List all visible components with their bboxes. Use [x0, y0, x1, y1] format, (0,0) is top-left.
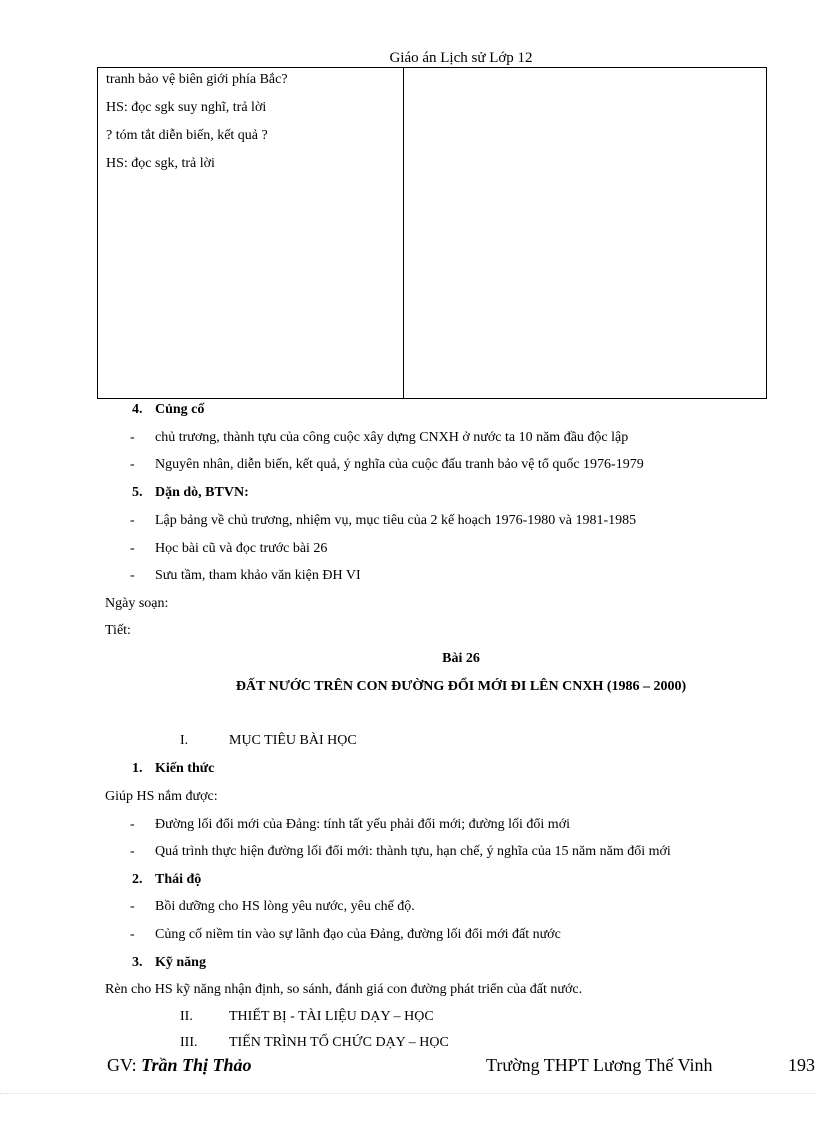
- list-item: [0, 817, 816, 837]
- table-left-line: HS: đọc sgk suy nghĩ, trả lời: [106, 100, 267, 115]
- bullet-dash: -: [130, 568, 135, 583]
- bullet-dash: -: [130, 927, 135, 942]
- bullet-dash: -: [130, 844, 135, 859]
- table-left-line: HS: đọc sgk, trả lời: [106, 156, 215, 171]
- footer-page-number: 193: [788, 1055, 815, 1075]
- bullet-dash: -: [130, 541, 135, 556]
- sub-3-text: Rèn cho HS kỹ năng nhận định, so sánh, đánh giá con đường phát triển của đất nước.: [105, 982, 583, 997]
- list-item: [0, 541, 816, 561]
- sub-1-intro: Giúp HS nắm được:: [105, 789, 218, 804]
- list-item-text: Củng cố niềm tin vào sự lãnh đạo của Đảng, đường lối đổi mới đất nước: [155, 927, 561, 942]
- lesson-number: Bài 26: [442, 651, 480, 666]
- list-item: [0, 899, 816, 919]
- bullet-dash: -: [130, 513, 135, 528]
- section-4-number: 4.: [132, 402, 143, 417]
- sub-1-title: Kiến thức: [155, 761, 215, 776]
- list-item-text: Lập bảng về chủ trương, nhiệm vụ, mục tiêu của 2 kế hoạch 1976-1980 và 1981-1985: [155, 513, 637, 528]
- section-5-number: 5.: [132, 485, 143, 500]
- part-2-roman: II.: [180, 1009, 193, 1024]
- footer-divider: [0, 1093, 816, 1094]
- ngay-soan-label: Ngày soạn:: [105, 596, 169, 611]
- page-header-title: Giáo án Lịch sử Lớp 12: [389, 50, 533, 66]
- footer-school: Trường THPT Lương Thế Vinh: [486, 1055, 713, 1075]
- table-left-line: tranh bảo vệ biên giới phía Bắc?: [106, 72, 288, 87]
- table-column-divider: [403, 68, 404, 398]
- sub-3-title: Kỹ năng: [155, 955, 206, 970]
- list-item-text: Quá trình thực hiện đường lối đổi mới: thành tựu, hạn chế, ý nghĩa của 15 năm năm đổi mới: [155, 844, 671, 859]
- list-item-text: Sưu tầm, tham khảo văn kiện ĐH VI: [155, 568, 361, 583]
- sub-2-number: 2.: [132, 872, 143, 887]
- lesson-title: ĐẤT NƯỚC TRÊN CON ĐƯỜNG ĐỔI MỚI ĐI LÊN CNXH (1986 – 2000): [235, 679, 687, 694]
- sub-1-number: 1.: [132, 761, 143, 776]
- footer-teacher-name: Trần Thị Thảo: [141, 1055, 252, 1075]
- list-item-text: Học bài cũ và đọc trước bài 26: [155, 541, 328, 556]
- part-3-roman: III.: [180, 1035, 198, 1050]
- sub-3-number: 3.: [132, 955, 143, 970]
- bullet-dash: -: [130, 899, 135, 914]
- part-1-roman: I.: [180, 733, 189, 748]
- footer-teacher: [107, 1055, 252, 1076]
- bullet-dash: -: [130, 817, 135, 832]
- table-left-line: ? tóm tắt diễn biến, kết quả ?: [106, 128, 268, 143]
- part-3-title: TIẾN TRÌNH TỔ CHỨC DẠY – HỌC: [229, 1035, 449, 1050]
- list-item-text: Đường lối đổi mới của Đảng: tính tất yếu phải đổi mới; đường lối đổi mới: [155, 817, 570, 832]
- part-2-title: THIẾT BỊ - TÀI LIỆU DẠY – HỌC: [229, 1009, 434, 1024]
- section-4-title: Củng cố: [155, 402, 205, 417]
- part-1-title: MỤC TIÊU BÀI HỌC: [229, 733, 357, 748]
- list-item: [0, 430, 816, 450]
- list-item-text: Nguyên nhân, diễn biến, kết quả, ý nghĩa của cuộc đấu tranh bảo vệ tổ quốc 1976-1979: [155, 457, 644, 472]
- list-item-text: chủ trương, thành tựu của công cuộc xây dựng CNXH ở nước ta 10 năm đầu độc lập: [155, 430, 629, 445]
- footer-gv-label: GV:: [107, 1055, 137, 1075]
- lesson-table: [97, 67, 767, 399]
- sub-2-title: Thái độ: [155, 872, 202, 887]
- list-item: [0, 844, 816, 864]
- bullet-dash: -: [130, 457, 135, 472]
- tiet-label: Tiết:: [105, 623, 131, 638]
- section-5-title: Dặn dò, BTVN:: [155, 485, 249, 500]
- list-item: [0, 568, 816, 588]
- list-item: [0, 457, 816, 477]
- bullet-dash: -: [130, 430, 135, 445]
- list-item-text: Bồi dưỡng cho HS lòng yêu nước, yêu chế độ.: [155, 899, 415, 914]
- list-item: [0, 927, 816, 947]
- list-item: [0, 513, 816, 533]
